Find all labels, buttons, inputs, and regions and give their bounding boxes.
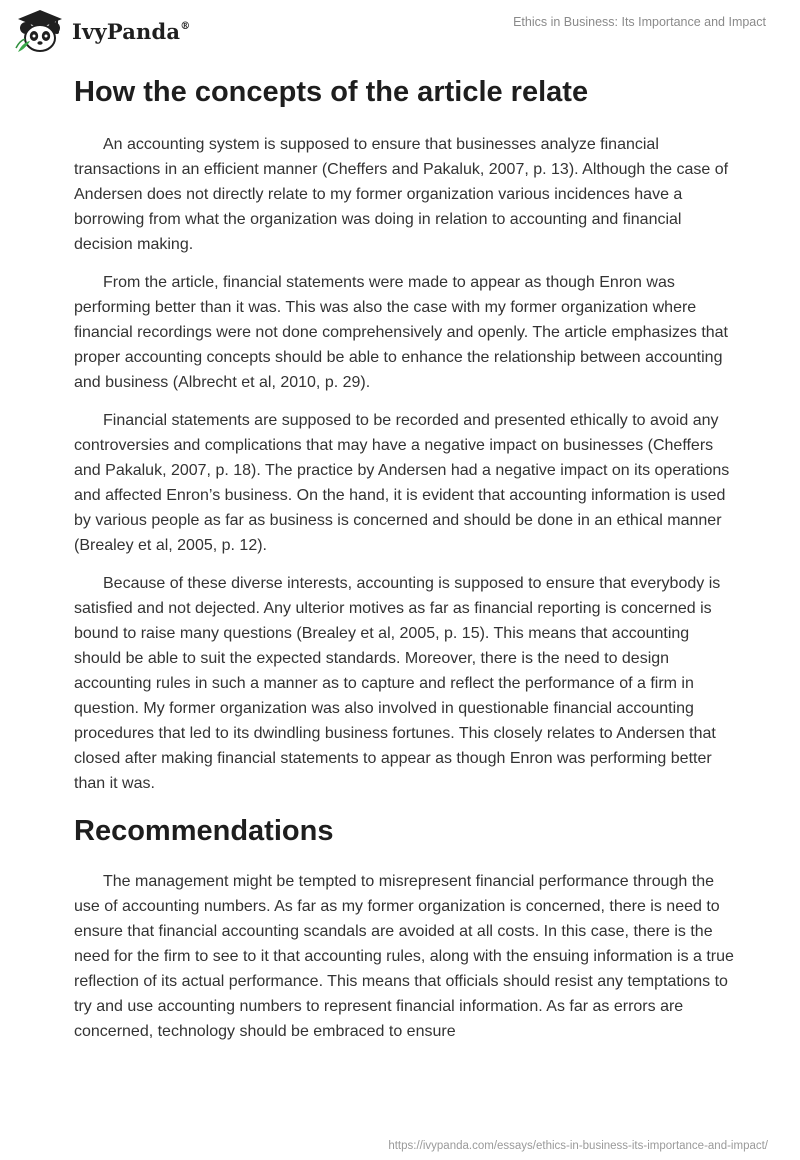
- paragraph: Because of these diverse interests, accounting is supposed to ensure that everybody is satisfied and not dejected. Any ulterior motives as far as financial reporting is concerned is bound to raise many questions (Brealey et al, 2005, p. 15). This means that accounting should be able to suit the expected standards. Moreover, there is the need to design accounting rules in such a manner as to capture and reflect the performance of a firm in question. My former organization was also involved in questionable financial accounting procedures that led to its dwindling business fortunes. This closely relates to Andersen that closed after making financial statements to appear as though Enron was performing better than it was.: [74, 575, 721, 792]
- running-title: Ethics in Business: Its Importance and Impact: [513, 15, 766, 29]
- logo[interactable]: [14, 8, 190, 54]
- source-url[interactable]: https://ivypanda.com/essays/ethics-in-business-its-importance-and-impact/: [388, 1140, 768, 1152]
- paragraph: Financial statements are supposed to be recorded and presented ethically to avoid any controversies and complications that may have a negative impact on businesses (Cheffers and Pakaluk, 2007, p. 18). The practice by Andersen had a negative impact on its operations and affected Enron’s business. On the hand, it is evident that accounting information is used by various people as far as business is concerned and should be done in an ethical manner (Brealey et al, 2005, p. 12).: [74, 412, 730, 554]
- brand-name: IvyPanda®: [72, 18, 191, 44]
- paragraph: From the article, financial statements were made to appear as though Enron was performing better than it was. This was also the case with my former organization where financial recordings were not done comprehensively and openly. The article emphasizes that proper accounting concepts should be able to enhance the relationship between accounting and business (Albrecht et al, 2010, p. 29).: [74, 274, 728, 391]
- section-heading: Recommendations: [74, 815, 334, 847]
- article-body: [74, 70, 734, 1057]
- section-heading: How the concepts of the article relate: [74, 76, 589, 108]
- page-header: [0, 0, 800, 64]
- paragraph: The management might be tempted to misrepresent financial performance through the use of accounting numbers. As far as my former organization is concerned, there is need to ensure that financial accounting scandals are avoided at all costs. In this case, there is the need for the firm to see to it that accounting rules, along with the ensuing information is a true reflection of its actual performance. This means that officials should resist any temptations to try and use accounting numbers to represent financial information. As far as errors are concerned, technology should be embraced to ensure: [74, 873, 734, 1040]
- paragraph: An accounting system is supposed to ensure that businesses analyze financial transactions in an efficient manner (Cheffers and Pakaluk, 2007, p. 13). Although the case of Andersen does not directly relate to my former organization various incidences have a borrowing from what the organization was doing in relation to accounting and financial decision making.: [74, 136, 729, 253]
- panda-logo-icon: [14, 8, 66, 54]
